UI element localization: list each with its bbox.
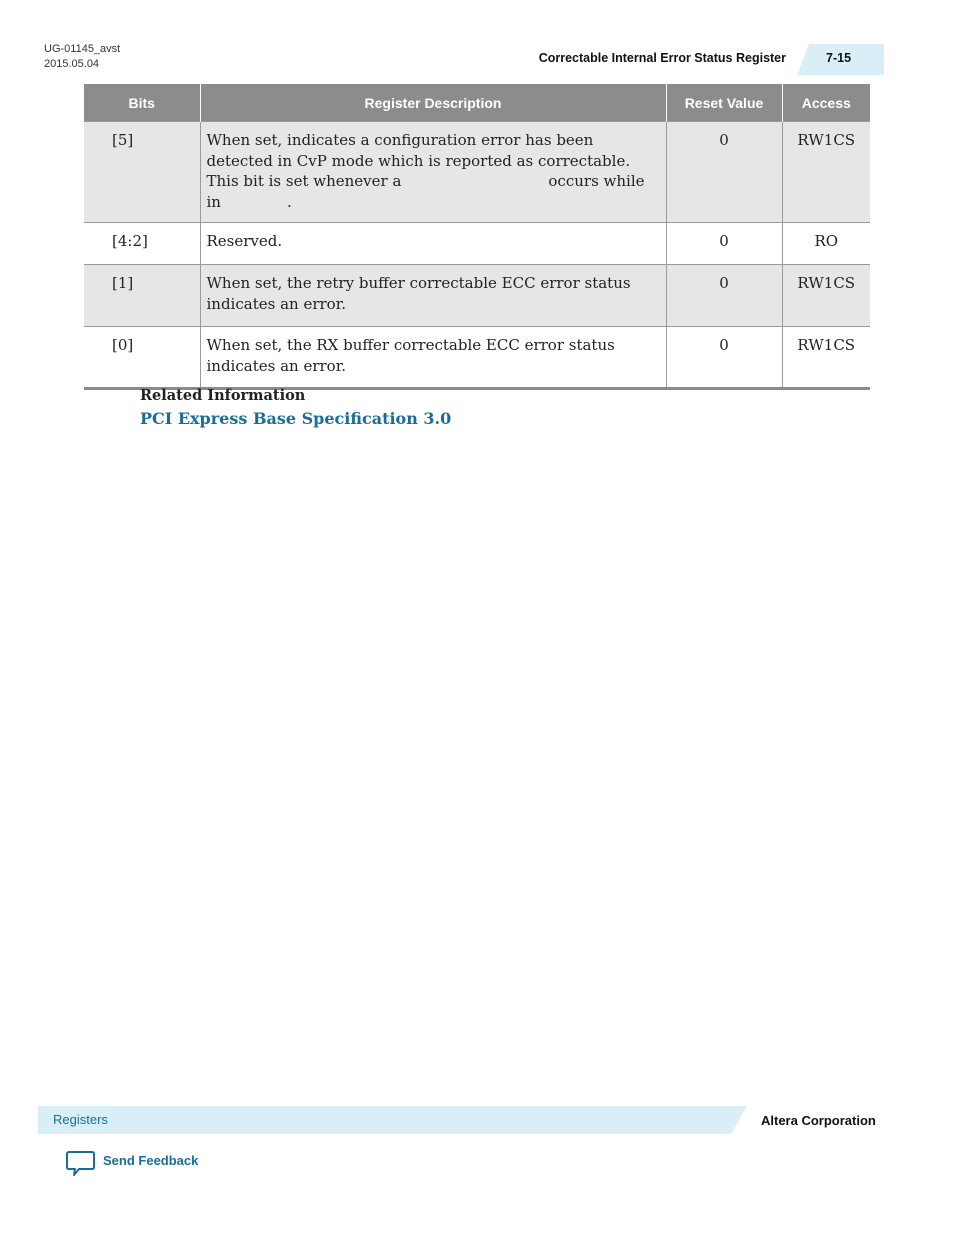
cell-access: RO: [782, 223, 870, 265]
section-title: Correctable Internal Error Status Register: [538, 51, 786, 65]
cell-reset-value: 0: [666, 327, 782, 389]
footer-company: Altera Corporation: [761, 1113, 876, 1128]
document-id: UG-01145_avst: [44, 43, 121, 55]
document-id-block: [44, 42, 120, 72]
cell-reset-value: 0: [666, 223, 782, 265]
description-text: occurs while in: [206, 172, 645, 211]
column-header-description: Register Description: [200, 84, 666, 122]
footer-section-link[interactable]: Registers: [53, 1112, 108, 1127]
table-row: [84, 223, 870, 265]
cell-access: RW1CS: [782, 265, 870, 327]
related-information-heading: Related Information: [140, 387, 306, 404]
document-date: 2015.05.04: [44, 58, 100, 70]
cell-description: Reserved.: [200, 223, 666, 265]
cell-access: RW1CS: [782, 327, 870, 389]
cell-bits: [0]: [84, 327, 200, 389]
cell-bits: [4:2]: [84, 223, 200, 265]
cell-reset-value: 0: [666, 265, 782, 327]
cell-reset-value: 0: [666, 122, 782, 223]
cell-description: [200, 122, 666, 223]
description-text: .: [286, 192, 292, 211]
table-row: [84, 265, 870, 327]
cell-description: When set, the RX buffer correctable ECC error status indicates an error.: [200, 327, 666, 389]
cell-description: When set, the retry buffer correctable ECC error status indicates an error.: [200, 265, 666, 327]
column-header-bits: Bits: [84, 84, 200, 122]
speech-bubble-icon[interactable]: [65, 1150, 96, 1178]
cell-bits: [1]: [84, 265, 200, 327]
table-row: [84, 327, 870, 389]
footer-bar: [38, 1106, 747, 1134]
send-feedback-link[interactable]: Send Feedback: [103, 1153, 199, 1168]
column-header-access: Access: [782, 84, 870, 122]
table-row: [84, 122, 870, 223]
pci-express-spec-link[interactable]: PCI Express Base Specification 3.0: [140, 409, 452, 428]
column-header-reset-value: Reset Value: [666, 84, 782, 122]
cell-access: RW1CS: [782, 122, 870, 223]
cell-bits: [5]: [84, 122, 200, 223]
page-number: 7-15: [826, 51, 852, 65]
description-text: When set, indicates a configuration error has been detected in CvP mode which is reported as correctable. This bit is set whenever a: [206, 131, 631, 190]
table-header-row: [84, 84, 870, 122]
register-table: [84, 84, 870, 390]
